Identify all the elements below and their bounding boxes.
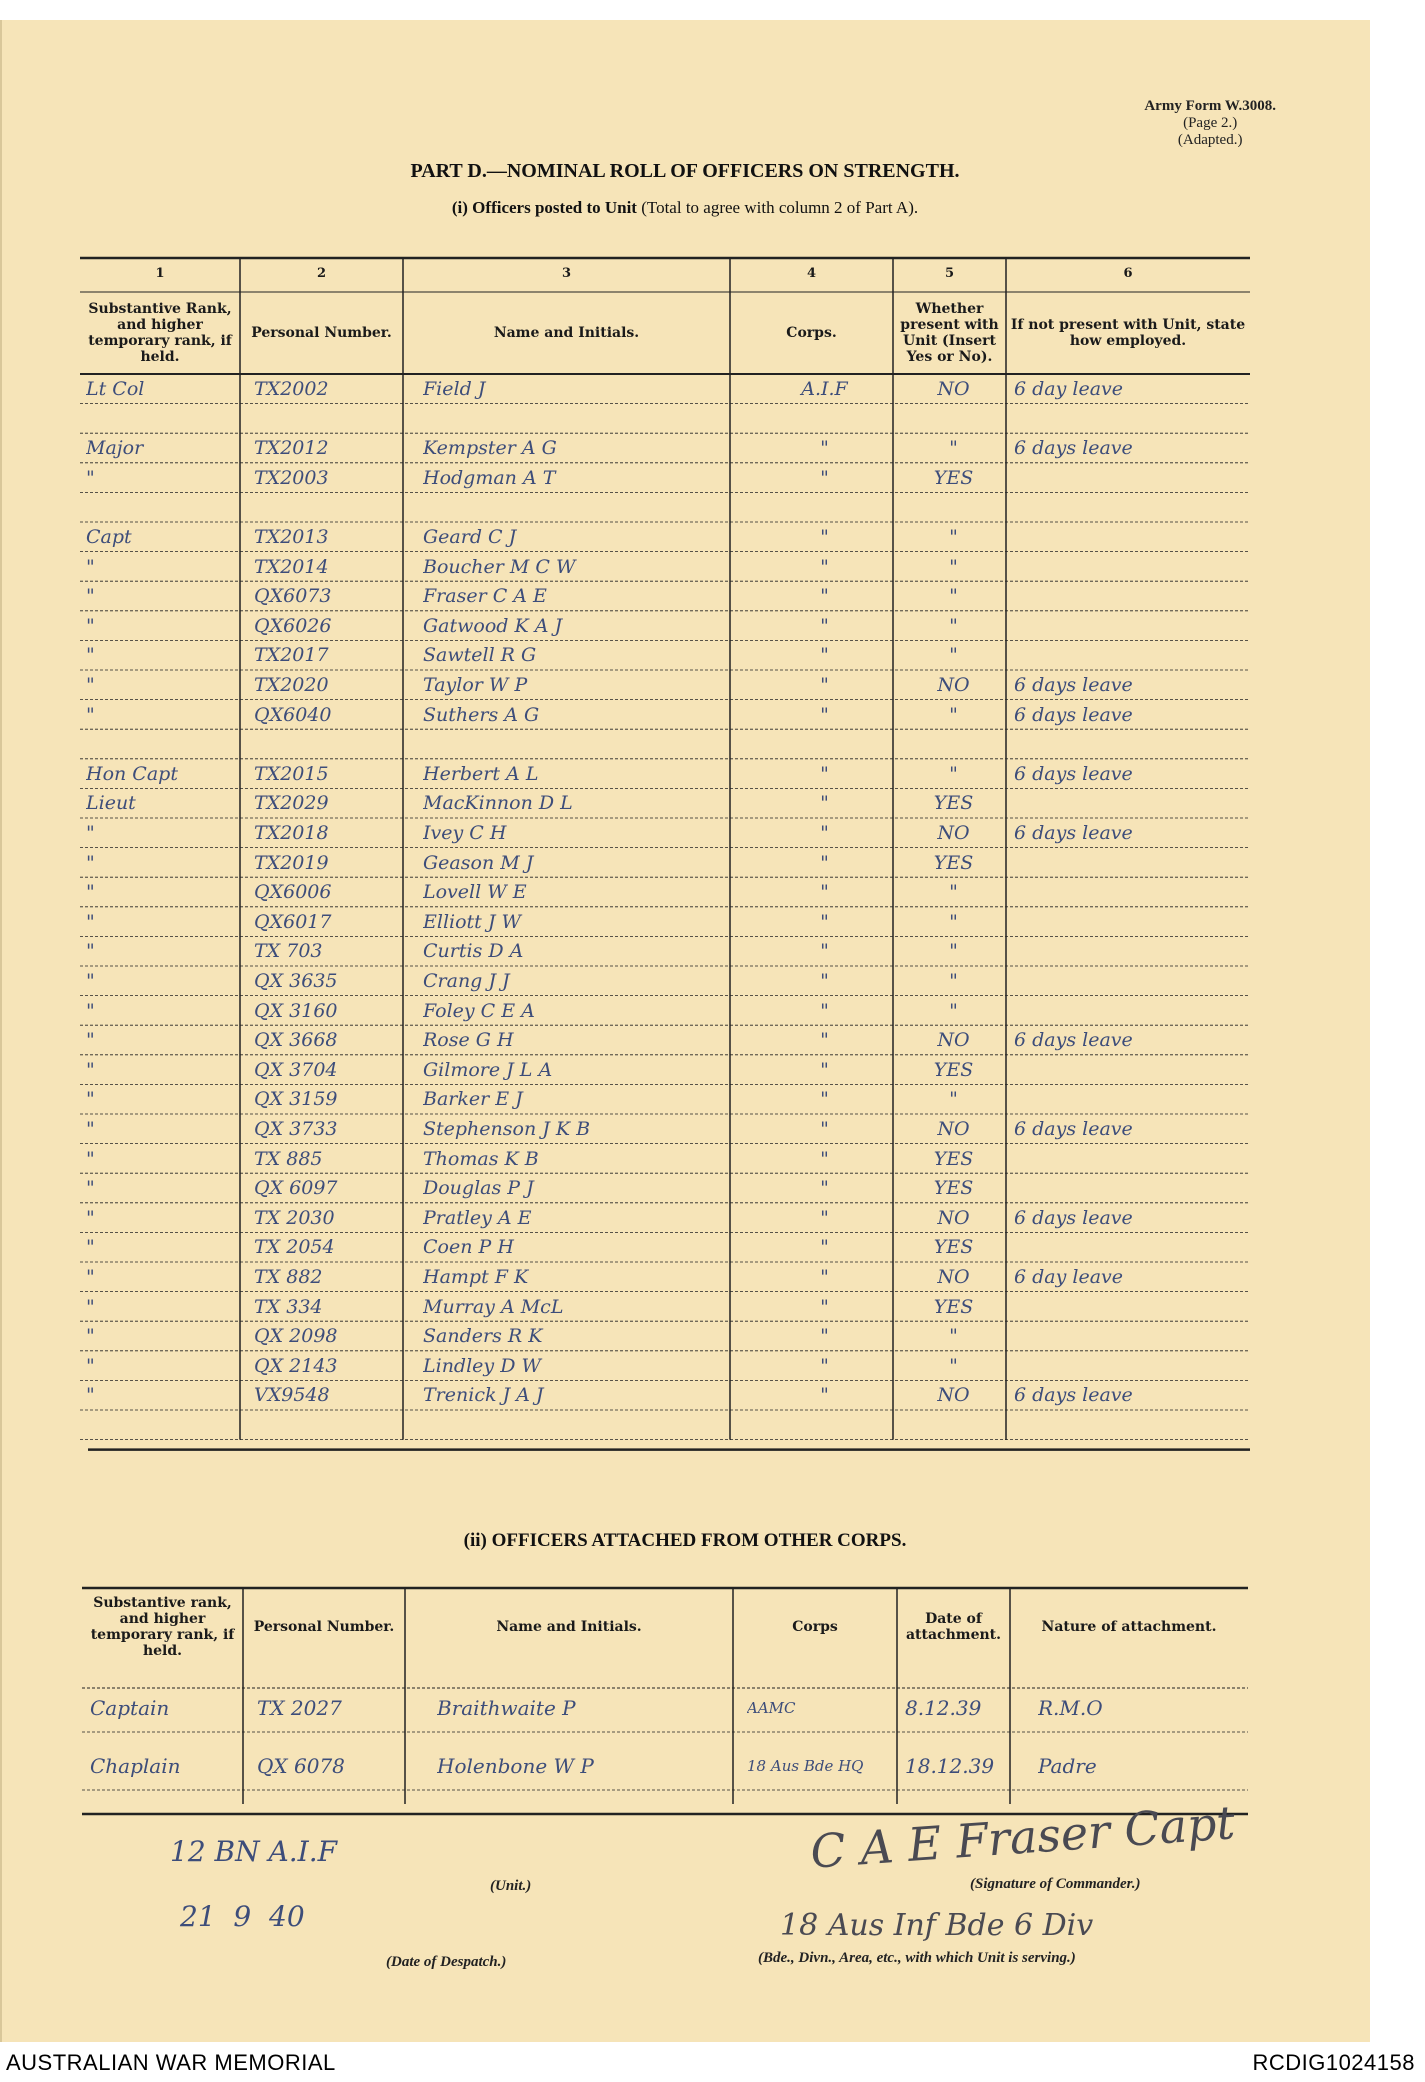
table-cell-num: TX2003: [254, 466, 329, 489]
table-cell-present: ": [949, 970, 958, 992]
table-cell-corps: ": [820, 674, 829, 696]
table-cell-employed: [1014, 584, 1246, 612]
table-cell-date: 18.12.39: [905, 1754, 995, 1778]
table-cell-num: QX 6097: [254, 1177, 338, 1200]
brigade-value: 18 Aus Inf Bde 6 Div: [780, 1908, 1094, 1943]
table-cell-num: [254, 407, 399, 435]
table-cell-employed: 6 days leave: [1014, 1118, 1133, 1140]
column-header: Nature of attachment.: [1041, 1619, 1217, 1635]
table-cell-present: YES: [933, 1147, 974, 1170]
table-cell-employed: [1014, 910, 1246, 938]
table-cell-rank: ": [86, 644, 95, 667]
table-cell-employed: [1014, 1354, 1246, 1382]
table-cell-rank: ": [86, 1384, 95, 1407]
table-cell-rank: ": [86, 1058, 95, 1081]
archive-id: RCDIG1024158: [1252, 2050, 1415, 2075]
table-cell-rank: ": [86, 1177, 95, 1200]
table-cell-name: Murray A McL: [423, 1295, 564, 1318]
table-cell-rank: ": [86, 881, 95, 904]
table-cell-employed: 6 day leave: [1014, 378, 1124, 400]
table-cell-num: TX2013: [254, 526, 329, 548]
column-header: Substantive rank, and higher temporary rank, if held.: [90, 1595, 235, 1659]
table-cell-employed: 6 days leave: [1014, 674, 1133, 696]
table-cell-rank: ": [86, 940, 95, 963]
column-number: 6: [1123, 266, 1133, 281]
table-cell-corps: 18 Aus Bde HQ: [747, 1757, 864, 1775]
table-cell-name: Rose G H: [423, 1029, 514, 1052]
table-cell-employed: [1014, 525, 1246, 553]
table-cell-name: Barker E J: [423, 1088, 523, 1111]
table-cell-present: NO: [937, 1029, 970, 1052]
table-cell-rank: ": [86, 674, 95, 696]
table-cell-employed: [1014, 969, 1246, 997]
table-cell-rank: ": [86, 851, 95, 874]
column-number: 1: [155, 266, 165, 281]
table-cell-employed: [1014, 791, 1246, 819]
table-cell-num: QX 3668: [254, 1029, 338, 1052]
table-cell-name: Kempster A G: [423, 437, 557, 460]
table-cell-corps: ": [820, 910, 829, 933]
table-cell-rank: Lieut: [86, 792, 136, 815]
section-ii-heading: (ii) OFFICERS ATTACHED FROM OTHER CORPS.: [463, 1530, 907, 1551]
table-cell-corps: [760, 1413, 889, 1441]
table-cell-num: QX6073: [254, 585, 332, 608]
table-cell-present: ": [949, 910, 958, 933]
table-cell-corps: ": [820, 1118, 829, 1140]
table-cell-name: Fraser C A E: [423, 585, 547, 608]
table-cell-name: Geason M J: [423, 851, 534, 874]
table-cell-employed: [1014, 466, 1246, 494]
table-cell-name: Lovell W E: [423, 881, 527, 904]
column-header: Substantive Rank, and higher temporary rank, if held.: [88, 301, 232, 365]
table-cell-corps: ": [820, 822, 829, 844]
table-cell-corps: ": [820, 1354, 829, 1377]
table-cell-num: TX 885: [254, 1147, 323, 1170]
table-cell-present: YES: [933, 466, 974, 489]
table-cell-rank: ": [86, 1295, 95, 1318]
table-cell-num: TX2015: [254, 762, 329, 785]
unit-label: (Unit.): [490, 1878, 532, 1894]
table-cell-corps: [760, 495, 889, 523]
table-cell-num: TX2014: [254, 555, 329, 578]
table-cell-name: [423, 732, 726, 760]
table-cell-present: ": [949, 1325, 958, 1348]
form-page: [0, 20, 1370, 2042]
table-cell-rank: ": [86, 999, 95, 1022]
table-cell-num: QX6006: [254, 881, 332, 904]
table-cell-corps: ": [820, 1029, 829, 1052]
table-cell-date: 8.12.39: [905, 1696, 982, 1720]
table-cell-present: ": [949, 999, 958, 1022]
table-cell-rank: ": [86, 466, 95, 489]
table-cell-rank: ": [86, 822, 95, 844]
table-cell-rank: [86, 732, 236, 760]
table-cell-present: [905, 407, 1002, 435]
table-cell-name: Gatwood K A J: [423, 614, 563, 637]
table-cell-rank: ": [86, 1206, 95, 1229]
table-cell-rank: ": [86, 970, 95, 992]
table-cell-num: [254, 495, 399, 523]
table-cell-corps: ": [820, 1147, 829, 1170]
table-cell-present: [905, 495, 1002, 523]
table-cell-employed: [1014, 999, 1246, 1027]
table-cell-num: QX 2098: [254, 1325, 338, 1348]
table-cell-present: NO: [937, 1266, 970, 1288]
table-cell-present: YES: [933, 851, 974, 874]
table-cell-rank: ": [86, 703, 95, 726]
table-cell-present: YES: [933, 792, 974, 815]
table-cell-num: QX6017: [254, 910, 332, 933]
table-cell-num: TX 882: [254, 1266, 323, 1288]
table-cell-name: Boucher M C W: [423, 555, 576, 578]
table-cell-rank: ": [86, 1118, 95, 1140]
unit-value: 12 BN A.I.F: [170, 1835, 338, 1868]
table-cell-present: ": [949, 703, 958, 726]
column-header: Corps: [792, 1619, 838, 1635]
table-cell-name: Coen P H: [423, 1236, 514, 1259]
table-cell-present: ": [949, 762, 958, 785]
table-cell-name: Trenick J A J: [423, 1384, 544, 1407]
table-cell-rank: ": [86, 1354, 95, 1377]
table-cell-rank: Major: [86, 437, 144, 460]
table-cell-rank: ": [86, 585, 95, 608]
table-cell-name: Lindley D W: [423, 1354, 541, 1377]
table-cell-corps: ": [820, 1295, 829, 1318]
table-cell-present: NO: [937, 378, 970, 400]
table-cell-name: Sanders R K: [423, 1325, 543, 1348]
table-cell-name: Braithwaite P: [437, 1696, 576, 1720]
table-cell-employed: [1014, 407, 1246, 435]
table-cell-corps: ": [820, 1177, 829, 1200]
table-cell-num: TX2018: [254, 822, 329, 844]
table-cell-rank: Captain: [90, 1696, 170, 1720]
table-cell-name: Gilmore J L A: [423, 1058, 553, 1081]
table-cell-num: TX 2027: [257, 1696, 342, 1720]
despatch-date-value: 21 9 40: [180, 1900, 305, 1933]
table-cell-num: TX2002: [254, 378, 329, 400]
table-cell-employed: 6 days leave: [1014, 437, 1133, 460]
section-i-heading: (i) Officers posted to Unit (Total to agree with column 2 of Part A).: [451, 198, 919, 217]
table-cell-rank: ": [86, 555, 95, 578]
table-cell-employed: [1014, 1324, 1246, 1352]
table-cell-rank: ": [86, 1236, 95, 1259]
table-cell-employed: 6 days leave: [1014, 1206, 1133, 1229]
table-cell-nature: Padre: [1038, 1754, 1097, 1778]
table-cell-corps: ": [820, 1266, 829, 1288]
table-cell-corps: ": [820, 466, 829, 489]
table-cell-employed: [1014, 851, 1246, 879]
table-cell-name: [423, 1413, 726, 1441]
table-cell-corps: ": [820, 644, 829, 667]
commander-signature: C A E Fraser Capt: [808, 1795, 1237, 1879]
table-cell-corps: ": [820, 703, 829, 726]
table-cell-name: Curtis D A: [423, 940, 524, 963]
table-cell-corps: ": [820, 851, 829, 874]
column-number: 5: [944, 266, 955, 281]
table-cell-present: ": [949, 585, 958, 608]
table-cell-employed: [1014, 880, 1246, 908]
table-cell-present: NO: [937, 1118, 970, 1140]
table-cell-num: [254, 732, 399, 760]
table-cell-employed: [1014, 1147, 1246, 1175]
table-cell-name: [423, 407, 726, 435]
table-cell-present: ": [949, 940, 958, 963]
table-cell-present: YES: [933, 1295, 974, 1318]
table-cell-name: Taylor W P: [423, 674, 528, 696]
table-cell-name: Geard C J: [423, 526, 517, 548]
table-cell-num: TX 703: [254, 940, 323, 963]
table-cell-name: [423, 495, 726, 523]
table-cell-name: Crang J J: [423, 970, 510, 992]
table-cell-present: ": [949, 437, 958, 460]
table-cell-corps: ": [820, 970, 829, 992]
table-cell-present: ": [949, 526, 958, 548]
column-header: Name and Initials.: [496, 1619, 642, 1635]
table-cell-num: VX9548: [254, 1384, 330, 1407]
page-title: PART D.—NOMINAL ROLL OF OFFICERS ON STRENGTH.: [410, 160, 960, 182]
table-cell-num: TX 2030: [254, 1206, 335, 1229]
table-cell-present: ": [949, 555, 958, 578]
table-cell-corps: ": [820, 614, 829, 637]
table-cell-rank: ": [86, 1266, 95, 1288]
table-cell-name: Herbert A L: [423, 762, 539, 785]
table-cell-corps: ": [820, 1384, 829, 1407]
table-cell-num: TX2029: [254, 792, 329, 815]
table-cell-rank: ": [86, 1088, 95, 1111]
table-cell-employed: [1014, 614, 1246, 642]
table-cell-rank: Lt Col: [86, 378, 145, 400]
column-header: Corps.: [786, 325, 837, 341]
archive-watermark: AUSTRALIAN WAR MEMORIAL: [6, 2050, 336, 2075]
table-cell-rank: Chaplain: [90, 1754, 181, 1778]
column-header: Date of attachment.: [905, 1611, 1002, 1643]
table-cell-corps: ": [820, 585, 829, 608]
table-cell-employed: 6 day leave: [1014, 1266, 1124, 1288]
table-cell-corps: ": [820, 1206, 829, 1229]
table-cell-name: Hampt F K: [423, 1266, 529, 1288]
table-cell-num: QX 3733: [254, 1118, 338, 1140]
table-cell-rank: [86, 1413, 236, 1441]
column-header: If not present with Unit, state how employed.: [1010, 317, 1246, 349]
column-number: 4: [806, 266, 817, 281]
table-cell-name: Elliott J W: [423, 910, 522, 933]
table-cell-corps: ": [820, 437, 829, 460]
column-header: Personal Number.: [253, 1619, 395, 1635]
table-cell-employed: [1014, 939, 1246, 967]
table-cell-name: Holenbone W P: [437, 1754, 594, 1778]
table-cell-num: TX2017: [254, 644, 329, 667]
table-cell-name: Suthers A G: [423, 703, 540, 726]
table-cell-num: QX6040: [254, 703, 332, 726]
table-cell-corps: ": [820, 526, 829, 548]
table-cell-name: Thomas K B: [423, 1147, 539, 1170]
table-cell-present: ": [949, 614, 958, 637]
column-header: Personal Number.: [251, 325, 392, 341]
table-cell-corps: ": [820, 999, 829, 1022]
table-cell-employed: [1014, 1295, 1246, 1323]
table-cell-corps: [760, 407, 889, 435]
table-cell-present: NO: [937, 1206, 970, 1229]
table-cell-corps: ": [820, 940, 829, 963]
table-cell-employed: [1014, 495, 1246, 523]
table-cell-num: TX2012: [254, 437, 329, 460]
table-cell-corps: ": [820, 1325, 829, 1348]
table-cell-corps: ": [820, 555, 829, 578]
table-cell-present: YES: [933, 1236, 974, 1259]
table-cell-num: QX 3160: [254, 999, 338, 1022]
table-cell-employed: [1014, 643, 1246, 671]
table-cell-present: [905, 732, 1002, 760]
table-cell-corps: ": [820, 1058, 829, 1081]
table-cell-num: QX6026: [254, 614, 332, 637]
table-cell-rank: [86, 407, 236, 435]
table-cell-num: TX 334: [254, 1295, 323, 1318]
table-cell-present: [905, 1413, 1002, 1441]
table-cell-num: QX 3635: [254, 970, 338, 992]
table-cell-present: NO: [937, 1384, 970, 1407]
column-header: Name and Initials.: [493, 325, 640, 341]
table-cell-num: TX2019: [254, 851, 329, 874]
table-cell-corps: A.I.F: [801, 378, 848, 400]
table-cell-num: QX 3159: [254, 1088, 338, 1111]
table-cell-employed: [1014, 1235, 1246, 1263]
table-cell-employed: 6 days leave: [1014, 1029, 1133, 1052]
brigade-label: (Bde., Divn., Area, etc., with which Unit is serving.): [758, 1950, 1076, 1966]
table-cell-corps: ": [820, 792, 829, 815]
table-cell-num: [254, 1413, 399, 1441]
table-cell-present: ": [949, 1088, 958, 1111]
table-cell-employed: 6 days leave: [1014, 822, 1133, 844]
table-cell-rank: Hon Capt: [86, 762, 178, 785]
table-cell-employed: [1014, 732, 1246, 760]
table-cell-num: QX 3704: [254, 1058, 338, 1081]
table-cell-corps: AAMC: [747, 1699, 796, 1717]
table-cell-employed: [1014, 1087, 1246, 1115]
table-cell-num: TX2020: [254, 674, 329, 696]
table-cell-present: ": [949, 1354, 958, 1377]
table-cell-present: YES: [933, 1177, 974, 1200]
table-cell-name: Foley C E A: [423, 999, 535, 1022]
table-cell-present: ": [949, 644, 958, 667]
table-cell-rank: ": [86, 1147, 95, 1170]
table-cell-name: Hodgman A T: [423, 466, 556, 489]
table-cell-rank: ": [86, 1325, 95, 1348]
table-cell-employed: 6 days leave: [1014, 762, 1133, 785]
table-cell-corps: [760, 732, 889, 760]
table-cell-corps: ": [820, 762, 829, 785]
table-cell-employed: 6 days leave: [1014, 703, 1133, 726]
table-cell-num: QX 6078: [257, 1754, 345, 1778]
column-header: Whether present with Unit (Insert Yes or No).: [900, 301, 999, 365]
table-cell-name: Ivey C H: [423, 822, 507, 844]
table-cell-rank: ": [86, 614, 95, 637]
table-cell-name: Douglas P J: [423, 1177, 534, 1200]
column-number: 3: [561, 266, 572, 281]
table-cell-name: Field J: [423, 378, 486, 400]
table-cell-employed: [1014, 1058, 1246, 1086]
table-cell-name: Stephenson J K B: [423, 1118, 591, 1140]
table-cell-rank: [86, 495, 236, 523]
table-cell-present: NO: [937, 674, 970, 696]
table-cell-corps: ": [820, 1088, 829, 1111]
table-cell-nature: R.M.O: [1038, 1696, 1103, 1720]
table-cell-name: Pratley A E: [423, 1206, 532, 1229]
signature-label: (Signature of Commander.): [970, 1876, 1141, 1892]
table-cell-corps: ": [820, 1236, 829, 1259]
table-cell-employed: [1014, 1176, 1246, 1204]
column-number: 2: [316, 266, 327, 281]
table-cell-num: TX 2054: [254, 1236, 335, 1259]
table-cell-rank: ": [86, 1029, 95, 1052]
table-cell-present: YES: [933, 1058, 974, 1081]
form-reference: Army Form W.3008. (Page 2.) (Adapted.): [1144, 98, 1276, 148]
table-cell-num: QX 2143: [254, 1354, 338, 1377]
table-cell-rank: Capt: [86, 526, 132, 548]
table-cell-corps: ": [820, 881, 829, 904]
despatch-date-label: (Date of Despatch.): [386, 1954, 507, 1970]
table-cell-present: NO: [937, 822, 970, 844]
table-cell-present: ": [949, 881, 958, 904]
table-cell-employed: 6 days leave: [1014, 1384, 1133, 1407]
table-cell-name: Sawtell R G: [423, 644, 537, 667]
table-cell-employed: [1014, 555, 1246, 583]
table-cell-rank: ": [86, 910, 95, 933]
table-cell-name: MacKinnon D L: [423, 792, 573, 815]
table-cell-employed: [1014, 1413, 1246, 1441]
